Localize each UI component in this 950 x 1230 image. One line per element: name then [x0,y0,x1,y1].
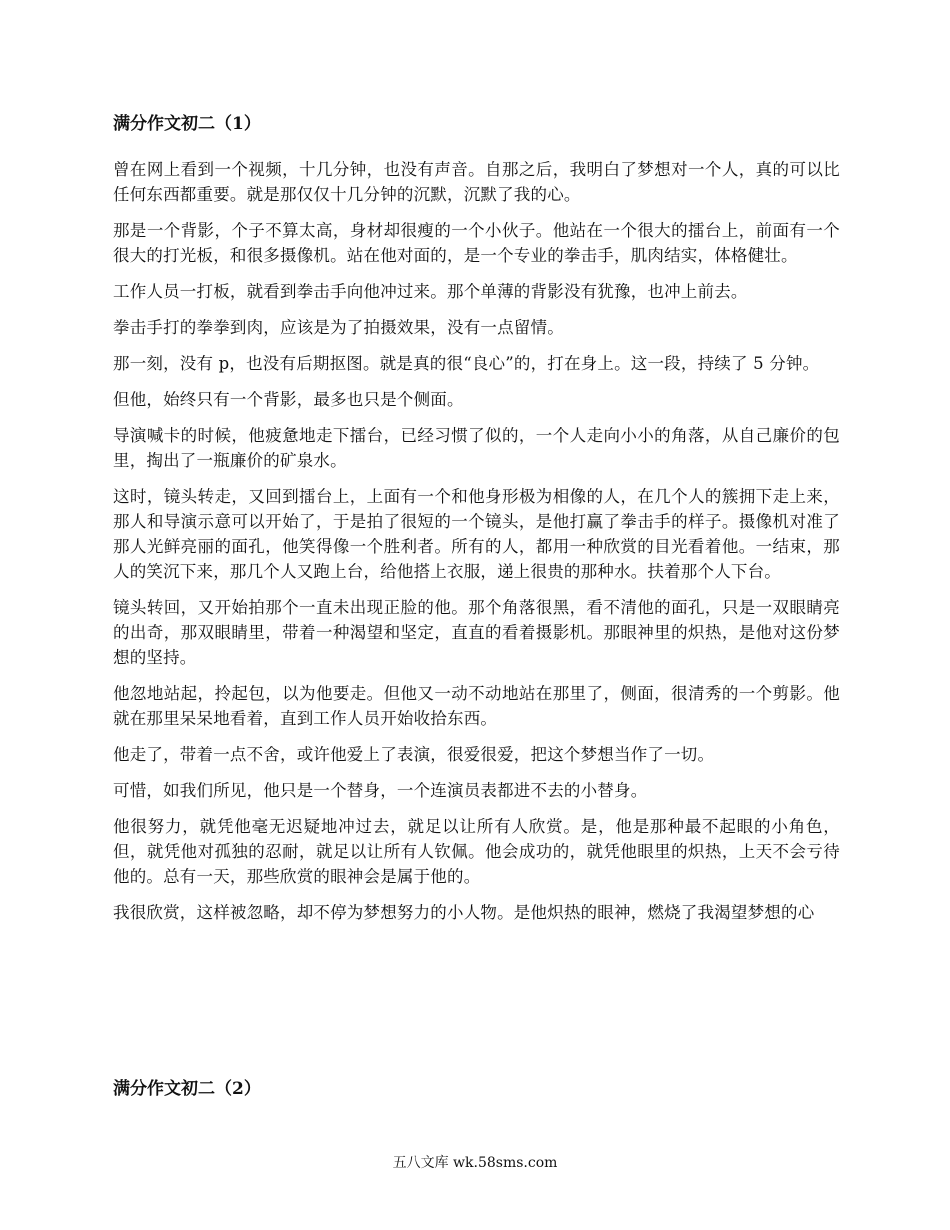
essay-2-title: 满分作文初二（2） [113,1079,261,1099]
essay-paragraph: 曾在网上看到一个视频，十几分钟，也没有声音。自那之后，我明白了梦想对一个人，真的可以比任何东西都重要。就是那仅仅十几分钟的沉默，沉默了我的心。 [113,160,840,204]
essay-paragraph: 我很欣赏，这样被忽略，却不停为梦想努力的小人物。是他炽热的眼神，燃烧了我渴望梦想的心 [113,903,815,922]
essay-paragraph: 他走了，带着一点不舍，或许他爱上了表演，很爱很爱，把这个梦想当作了一切。 [113,745,715,764]
essay-paragraph: 导演喊卡的时候，他疲惫地走下擂台，已经习惯了似的，一个人走向小小的角落，从自己廉价的包里，掏出了一瓶廉价的矿泉水。 [113,426,840,470]
essay-paragraph: 那一刻，没有 p，也没有后期抠图。就是真的很“良心”的，打在身上。这一段，持续了 5 分钟。 [113,354,820,373]
essay-1-title: 满分作文初二（1） [113,114,261,134]
essay-paragraph: 他忽地站起，拎起包，以为他要走。但他又一动不动地站在那里了，侧面，很清秀的一个剪影。他就在那里呆呆地看着，直到工作人员开始收拾东西。 [113,684,840,728]
essay-paragraph: 可惜，如我们所见，他只是一个替身，一个连演员表都进不去的小替身。 [113,781,648,800]
essay-paragraph: 拳击手打的拳拳到肉，应该是为了拍摄效果，没有一点留情。 [113,318,564,337]
essay-paragraph: 但他，始终只有一个背影，最多也只是个侧面。 [113,390,464,409]
page-footer: 五八文库 wk.58sms.com [392,1155,558,1171]
essay-paragraph: 这时，镜头转走，又回到擂台上，上面有一个和他身形极为相像的人，在几个人的簇拥下走上来，那人和导演示意可以开始了，于是拍了很短的一个镜头，是他打赢了拳击手的样子。摄像机对准了那人光鲜亮丽的面孔，他笑得像一个胜利者。所有的人，都用一种欣赏的目光看着他。一结束，那人的笑沉下来，那几个人又跑上台，给他搭上衣服，递上很贵的那种水。扶着那个人下台。 [113,487,840,581]
essay-paragraph: 那是一个背影，个子不算太高，身材却很瘦的一个小伙子。他站在一个很大的擂台上，前面有一个很大的打光板，和很多摄像机。站在他对面的，是一个专业的拳击手，肌肉结实，体格健壮。 [113,221,840,265]
essay-paragraph: 工作人员一打板，就看到拳击手向他冲过来。那个单薄的背影没有犹豫，也冲上前去。 [113,282,748,301]
essay-paragraph: 镜头转回，又开始拍那个一直未出现正脸的他。那个角落很黑，看不清他的面孔，只是一双眼睛亮的出奇，那双眼睛里，带着一种渴望和坚定，直直的看着摄影机。那眼神里的炽热，是他对这份梦想的坚持。 [113,598,840,667]
essay-paragraph: 他很努力，就凭他毫无迟疑地冲过去，就足以让所有人欣赏。是，他是那种最不起眼的小角色，但，就凭他对孤独的忍耐，就足以让所有人钦佩。他会成功的，就凭他眼里的炽热，上天不会亏待他的。总有一天，那些欣赏的眼神会是属于他的。 [113,817,840,886]
essay-1 [113,111,840,936]
